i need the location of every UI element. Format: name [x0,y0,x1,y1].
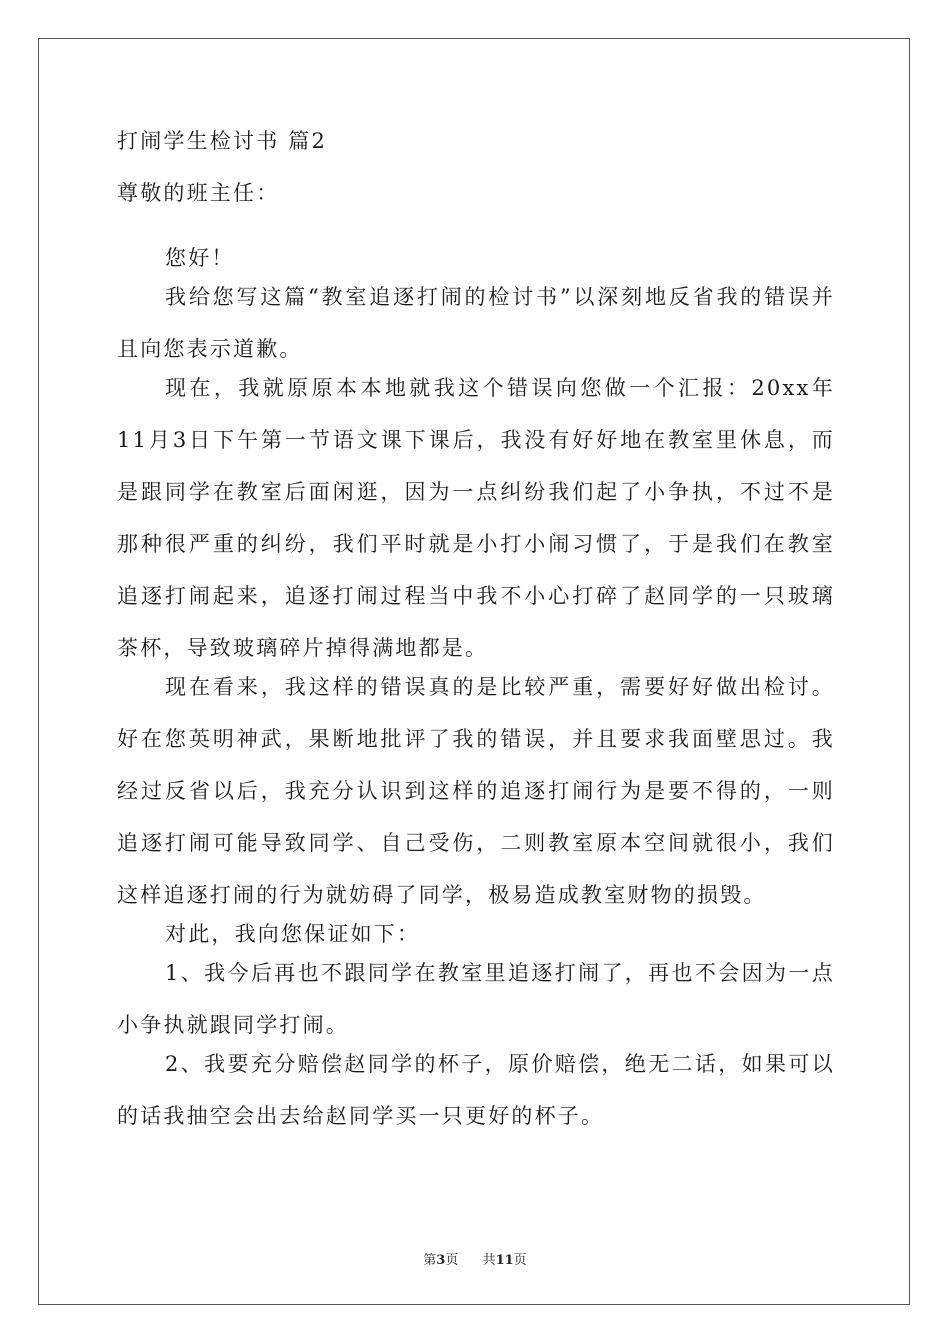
page-prefix: 第 [423,1253,437,1268]
paragraph-pledge-2: 2、我要充分赔偿赵同学的杯子，原价赔偿，绝无二话，如果可以的话我抽空会出去给赵同学买一只更好的杯子。 [117,1052,835,1128]
paragraph-pledge-1: 1、我今后再也不跟同学在教室里追逐打闹了，再也不会因为一点小争执就跟同学打闹。 [117,961,835,1037]
paragraph-report: 现在，我就原原本本地就我这个错误向您做一个汇报：20xx年11月3日下午第一节语文课下课后，我没有好好地在教室里休息，而是跟同学在教室后面闲逛，因为一点纠纷我们起了小争执，不过不是那种很严重的纠纷，我们平时就是小打小闹习惯了，于是我们在教室追逐打闹起来，追逐打闹过程当中我不小心打碎了赵同学的一只玻璃茶杯，导致玻璃碎片掉得满地都是。 [117,376,835,660]
page-footer [0,1249,950,1268]
paragraph-reflection: 现在看来，我这样的错误真的是比较严重，需要好好做出检讨。好在您英明神武，果断地批评了我的错误，并且要求我面壁思过。我经过反省以后，我充分认识到这样的追逐打闹行为是要不得的，一则追逐打闹可能导致同学、自己受伤，二则教室原本空间就很小，我们这样追逐打闹的行为就妨碍了同学，极易造成教室财物的损毁。 [117,675,835,907]
total-pages: 11 [495,1253,514,1268]
total-prefix: 共 [482,1253,496,1268]
total-suffix: 页 [513,1253,527,1268]
paragraph-intro: 我给您写这篇“教室追逐打闹的检讨书”以深刻地反省我的错误并且向您表示道歉。 [117,285,835,361]
salutation: 尊敬的班主任： [117,181,280,205]
document-heading: 打闹学生检讨书 篇2 [117,129,328,153]
page-number: 3 [436,1253,446,1268]
paragraph-greeting: 您好！ [165,246,235,270]
paragraph-pledge-intro: 对此，我向您保证如下： [165,922,421,946]
document-body [117,128,835,1142]
page-suffix: 页 [445,1253,459,1268]
